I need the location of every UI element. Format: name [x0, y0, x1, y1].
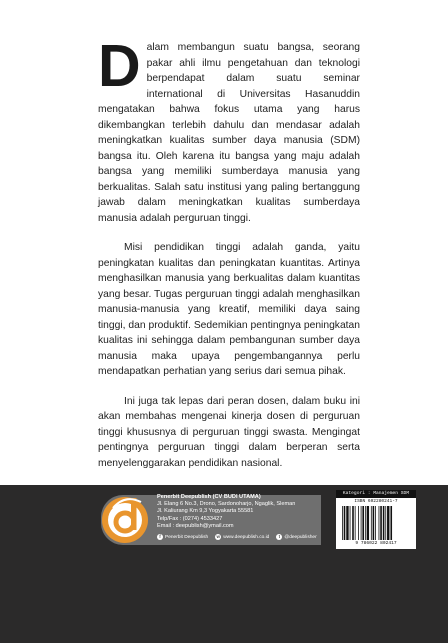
website-label: www.deepublish.co.id [223, 534, 270, 540]
paragraph-3: Ini juga tak lepas dari peran dosen, dalam buku ini akan membahas mengenai kinerja dosen di perguruan tinggi khususnya di perguruan tinggi swasta. Mengingat pentingnya perguruan tinggi dalam berperan serta menyelenggarakan pendidikan nasional. [98, 395, 360, 469]
facebook-icon: f [157, 534, 163, 540]
paragraph-1 [98, 33, 360, 226]
deepublish-logo-icon [101, 488, 151, 550]
publisher-phone: Telp/Fax : (0274) 4533427 [157, 515, 223, 522]
barcode-number: 9 786022 802417 [355, 541, 397, 546]
paragraph-1-text: alam membangun suatu bangsa, seorang pakar ahli ilmu pengetahuan dan teknologi berpendapat dalam suatu seminar international di Universitas Hasanuddin mengatakan bahwa fokus utama yang harus dikembangkan terlebih dahulu dan mendasar adalah meningkatkan kualitas sumber daya manusia (SDM) bangsa itu. Oleh karena itu bangsa yang maju adalah bangsa yang memiliki sumberdaya manusia yang berkualitas. Salah satu institusi yang paling bertanggung jawab dalam meningkatkan kualitas sumberdaya manusia adalah perguruan tinggi. [98, 42, 360, 224]
publisher-address-2: Jl. Kaliurang Km 9,3 Yogyakarta 55581 [157, 508, 254, 515]
facebook-label: Penerbit Deepublish [165, 534, 209, 540]
globe-icon: w [216, 534, 220, 539]
isbn-text: ISBN 602280241-7 [354, 499, 398, 504]
publisher-info [157, 494, 319, 530]
category-label: Kategori : Manajemen SDM [336, 490, 416, 498]
paragraph-2: Misi pendidikan tinggi adalah ganda, yaitu peningkatan kualitas dan peningkatan kuantitas. Artinya menghasilkan manusia yang berkualitas dalam kuantitas yang besar. Tugas perguruan tinggi adalah menghasilkan manusia-manusia yang kreatif, memiliki daya saing tinggi, dan produktif. Sedemikian pentingnya peningkatan kualitas ini sehingga dalam pembangunan sumber daya manusia maka upaya pengembangannya perlu mendapatkan perhatian yang serius dari semua pihak. [98, 242, 360, 377]
publisher-address-1: Jl. Elang 6 No.3, Drono, Sardonoharjo, Ngaglik, Sleman [157, 501, 296, 508]
twitter-icon: t [276, 534, 282, 540]
twitter-link[interactable] [276, 534, 316, 540]
barcode-box [336, 498, 416, 549]
facebook-link[interactable] [157, 534, 208, 540]
twitter-label: @deepublisher [284, 534, 317, 540]
blurb-text [98, 33, 360, 485]
barcode-icon [342, 506, 410, 540]
website-link[interactable] [215, 534, 269, 540]
publisher-social [157, 534, 317, 540]
publisher-name: Penerbit Deepublish (CV BUDI UTAMA) [157, 494, 261, 500]
publisher-email: Email : deepublish@ymail.com [157, 522, 234, 529]
drop-cap: D [98, 33, 141, 99]
